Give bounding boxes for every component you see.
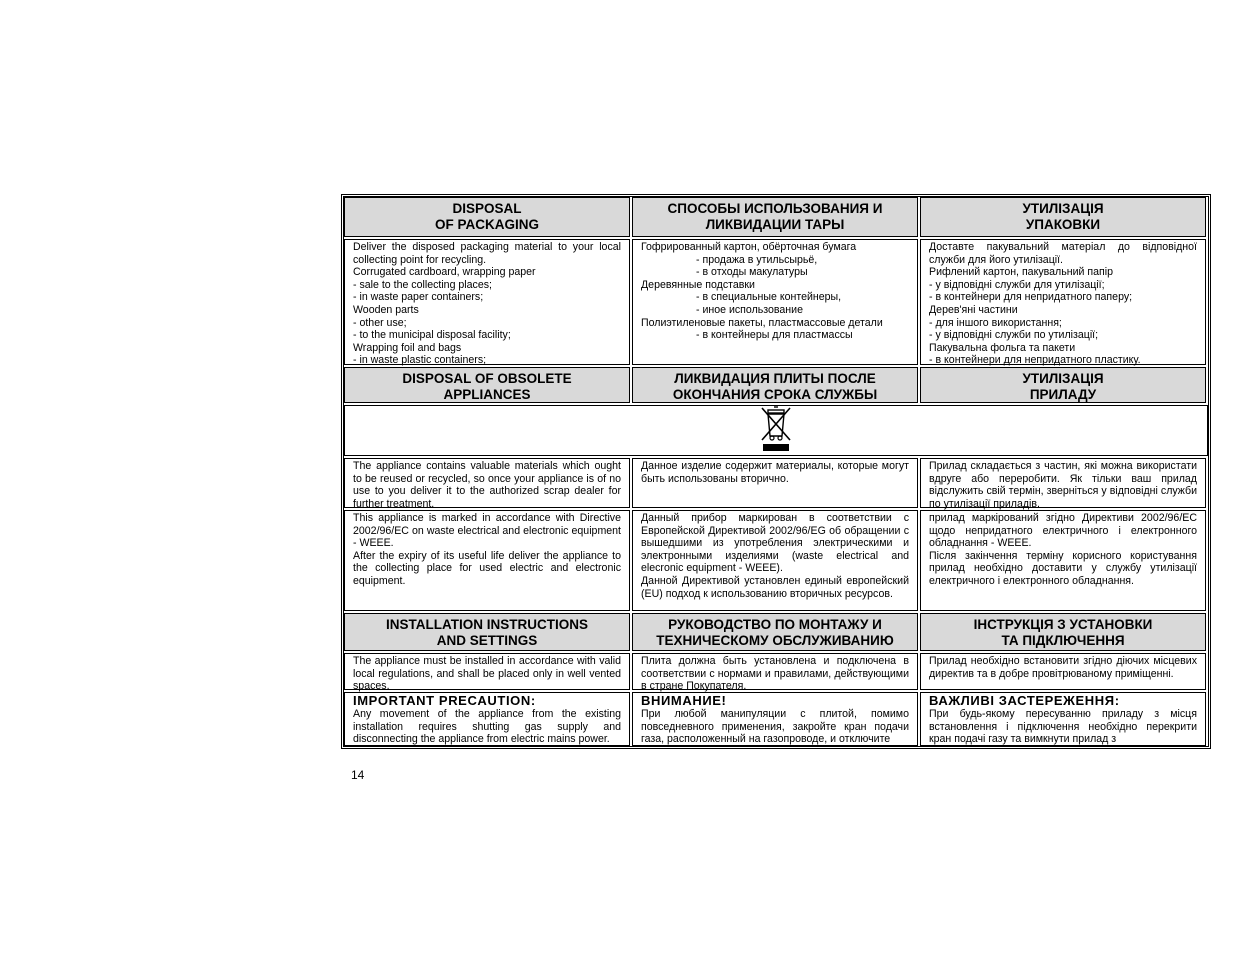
obsolete-text-2-en: This appliance is marked in accordance with Directive 2002/96/EC on waste electrical and electronic equipment - WEEE. After the expiry of its useful life deliver the appliance to the collecting place for used electric and electronic equipment. xyxy=(344,510,630,611)
packaging-en-line: Wrapping foil and bags xyxy=(353,341,462,354)
packaging-header-uk: УТИЛІЗАЦІЯ УПАКОВКИ xyxy=(920,197,1206,237)
packaging-uk-line: Пакувальна фольга та пакети xyxy=(929,341,1076,354)
packaging-ru-line: - продажа в утильсырьё, xyxy=(696,253,818,266)
packaging-header-en: DISPOSAL OF PACKAGING xyxy=(344,197,630,237)
obsolete-header-uk: УТИЛІЗАЦІЯ ПРИЛАДУ xyxy=(920,367,1206,403)
packaging-text-en xyxy=(344,239,630,365)
packaging-ru-line: - в отходы макулатуры xyxy=(696,266,808,279)
packaging-uk-line: Дерев'яні частини xyxy=(929,303,1018,316)
packaging-ru-line: - иное использование xyxy=(696,303,803,316)
packaging-uk-line: - у відповідні служби по утилізації; xyxy=(929,329,1099,342)
installation-header-en: INSTALLATION INSTRUCTIONS AND SETTINGS xyxy=(344,613,630,651)
page-number: 14 xyxy=(351,768,365,782)
weee-logo-row xyxy=(344,405,1208,456)
packaging-uk-line: - для іншого використання; xyxy=(929,316,1062,329)
precaution-row xyxy=(344,692,1208,746)
packaging-uk-line: Рифлений картон, пакувальний папір xyxy=(929,266,1113,279)
packaging-header-row xyxy=(344,197,1208,237)
packaging-en-line: - other use; xyxy=(353,316,407,329)
installation-text-ru: Плита должна быть установлена и подключена в соответствии с нормами и правилами, действующими в стране Покупателя. xyxy=(632,653,918,690)
packaging-en-line: - in waste paper containers; xyxy=(353,291,484,304)
precaution-uk: ВАЖЛИВІ ЗАСТЕРЕЖЕННЯ: При будь-якому пересуванню приладу з місця встановлення і підключення необхідно перекрити кран подачі газу та вимкнути прилад з xyxy=(920,692,1206,746)
obsolete-text-1-uk: Прилад складається з частин, які можна використати вдруге або переробити. Як тільки ваш прилад відслужить свій термін, зверніться у відповідні служби по утилізації приладів. xyxy=(920,458,1206,508)
obsolete-text-1-en: The appliance contains valuable materials which ought to be reused or recycled, so once your appliance is of no use to you deliver it to the authorized scrap dealer for further treatment. xyxy=(344,458,630,508)
packaging-ru-line: Гофрированный картон, обёрточная бумага xyxy=(641,241,857,253)
installation-text-uk: Прилад необхідно встановити згідно діючих місцевих директив та в добре провітрюваному приміщенні. xyxy=(920,653,1206,690)
packaging-en-line: - sale to the collecting places; xyxy=(353,278,492,291)
packaging-uk-line: - в контейнери для непридатного паперу; xyxy=(929,291,1133,304)
obsolete-header-ru: ЛИКВИДАЦИЯ ПЛИТЫ ПОСЛЕ ОКОНЧАНИЯ СРОКА СЛУЖБЫ xyxy=(632,367,918,403)
precaution-title-en: IMPORTANT PRECAUTION: xyxy=(353,693,536,708)
installation-header-ru: РУКОВОДСТВО ПО МОНТАЖУ И ТЕХНИЧЕСКОМУ ОБСЛУЖИВАНИЮ xyxy=(632,613,918,651)
precaution-title-ru: ВНИМАНИЕ! xyxy=(641,693,727,708)
installation-body-row xyxy=(344,653,1208,693)
installation-header-uk: ІНСТРУКЦІЯ З УСТАНОВКИ ТА ПІДКЛЮЧЕННЯ xyxy=(920,613,1206,651)
packaging-header-ru: СПОСОБЫ ИСПОЛЬЗОВАНИЯ И ЛИКВИДАЦИИ ТАРЫ xyxy=(632,197,918,237)
packaging-ru-line: - в контейнеры для пластмассы xyxy=(696,329,853,342)
precaution-en: IMPORTANT PRECAUTION: Any movement of the appliance from the existing installation requires shutting gas supply and disconnecting the appliance from electric mains power. xyxy=(344,692,630,746)
packaging-uk-line: - у відповідні служби для утилізації; xyxy=(929,278,1105,291)
crossed-out-wheelie-bin-icon xyxy=(759,404,793,457)
obsolete-text-2-ru: Данный прибор маркирован в соответствии с Европейской Директивой 2002/96/EG об обращении с вышедшими из употребления электрическими и электронными изделиями (waste electrical and elecronic equipment - WEEE). Данной Директивой установлен единый европейский (EU) подход к использованию вторичных ресурсов. xyxy=(632,510,918,611)
packaging-ru-line: - в специальные контейнеры, xyxy=(696,291,842,304)
packaging-en-line: - in waste plastic containers; xyxy=(353,354,487,367)
installation-text-en: The appliance must be installed in accordance with valid local regulations, and shall be placed only in well vented spaces. xyxy=(344,653,630,690)
packaging-en-line: Wooden parts xyxy=(353,303,419,316)
installation-header-row xyxy=(344,613,1208,651)
packaging-body-row xyxy=(344,239,1208,365)
packaging-en-line: Deliver the disposed packaging material to your local collecting point for recycling. xyxy=(353,241,621,266)
obsolete-row-2 xyxy=(344,510,1208,611)
packaging-uk-line: - в контейнери для непридатного пластику. xyxy=(929,354,1141,367)
packaging-text-ru xyxy=(632,239,918,365)
obsolete-text-2-uk: прилад маркірований згідно Директиви 2002/96/EC щодо непридатного електричного і електронного обладнання - WEEE. Після закінчення терміну корисного користування прилад необхідно доставити у службу утилізації електричного і електронного обладнання. xyxy=(920,510,1206,611)
precaution-ru: ВНИМАНИЕ! При любой манипуляции с плитой, помимо повседневного применения, закройте кран подачи газа, расположенный на газопроводе, и отключите xyxy=(632,692,918,746)
packaging-en-line: - to the municipal disposal facility; xyxy=(353,329,511,342)
packaging-uk-line: Доставте пакувальний матеріал до відповідної служби для його утилізації. xyxy=(929,241,1197,266)
obsolete-header-row xyxy=(344,367,1208,403)
obsolete-row-1 xyxy=(344,458,1208,508)
packaging-ru-line: Полиэтиленовые пакеты, пластмассовые детали xyxy=(641,316,883,329)
obsolete-text-1-ru: Данное изделие содержит материалы, которые могут быть использованы вторично. xyxy=(632,458,918,508)
precaution-title-uk: ВАЖЛИВІ ЗАСТЕРЕЖЕННЯ: xyxy=(929,693,1120,708)
packaging-en-line: Corrugated cardboard, wrapping paper xyxy=(353,266,536,279)
packaging-ru-line: Деревянные подставки xyxy=(641,278,755,291)
obsolete-header-en: DISPOSAL OF OBSOLETE APPLIANCES xyxy=(344,367,630,403)
packaging-text-uk xyxy=(920,239,1206,365)
disposal-table xyxy=(341,194,1211,749)
